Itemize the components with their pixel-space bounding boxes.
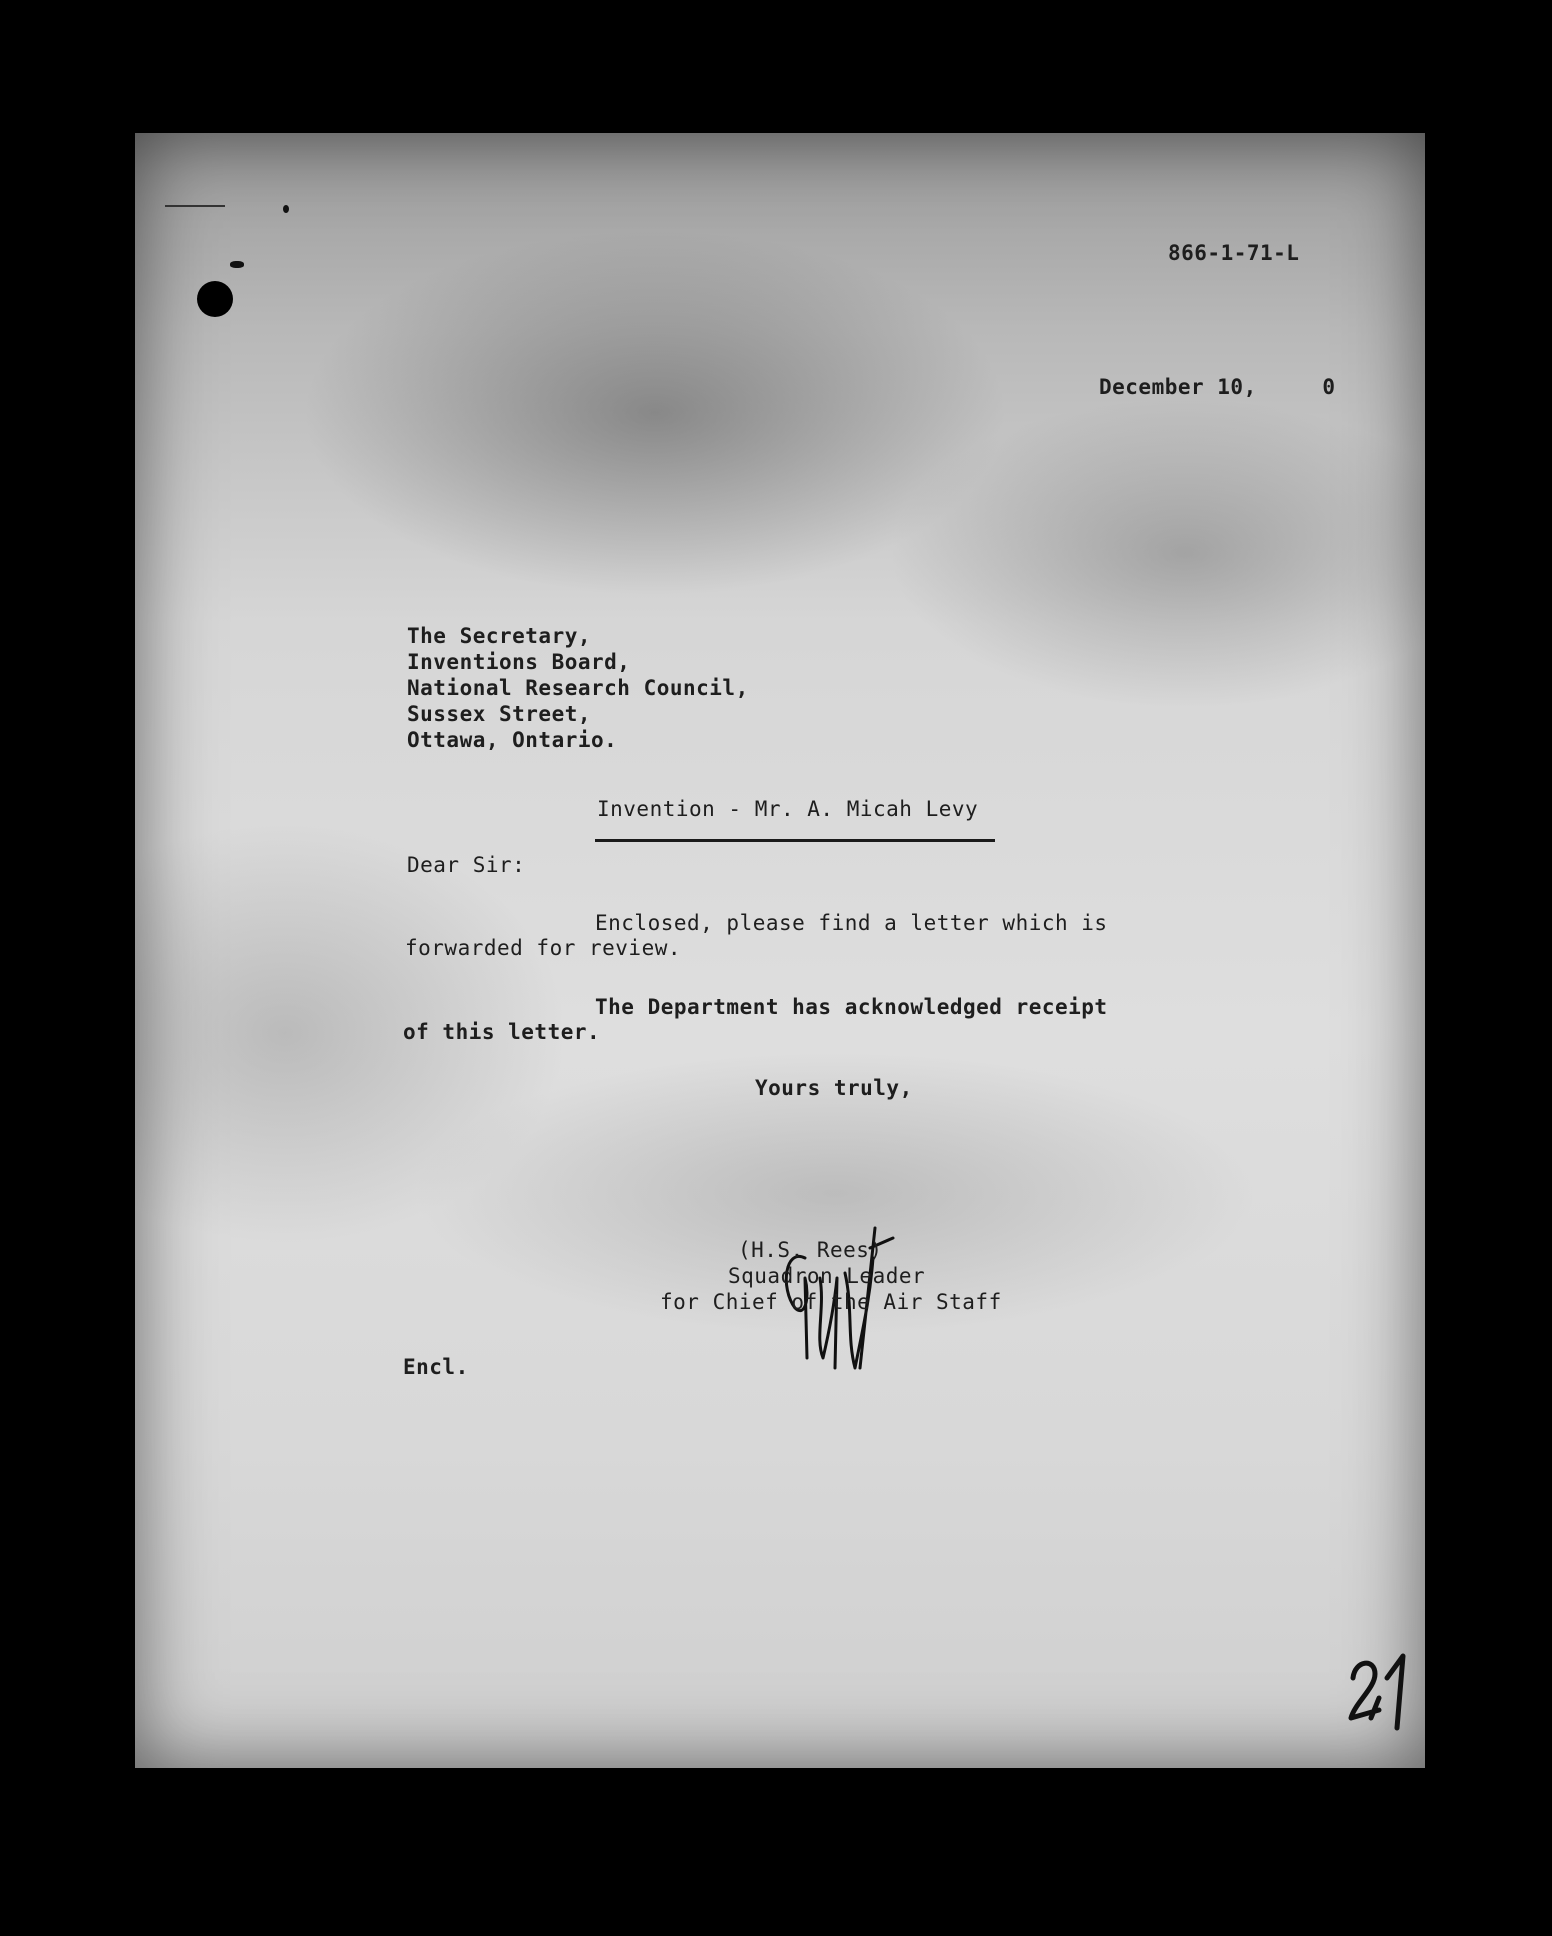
recipient-line: Inventions Board, xyxy=(407,650,631,674)
paragraph-line: Enclosed, please find a letter which is xyxy=(595,911,1108,935)
signer-on-behalf-of: for Chief of the Air Staff xyxy=(660,1290,1002,1314)
paragraph-line: The Department has acknowledged receipt xyxy=(595,995,1108,1019)
recipient-line: The Secretary, xyxy=(407,624,592,648)
subject-line: Invention - Mr. A. Micah Levy xyxy=(597,797,979,821)
paragraph-line: forwarded for review. xyxy=(405,936,682,960)
letter-page xyxy=(135,133,1425,1768)
salutation: Dear Sir: xyxy=(407,853,526,877)
paragraph-line: of this letter. xyxy=(403,1020,601,1044)
signer-name: (H.S. Rees) xyxy=(738,1238,883,1262)
file-reference: 866-1-71-L xyxy=(1168,241,1300,265)
ink-mark xyxy=(230,261,244,268)
recipient-line: National Research Council, xyxy=(407,676,749,700)
ink-mark xyxy=(283,205,289,213)
ink-mark xyxy=(165,205,225,207)
letter-date: December 10, 0 xyxy=(1099,375,1336,399)
closing: Yours truly, xyxy=(755,1076,913,1100)
handwritten-page-number xyxy=(1345,1648,1415,1738)
recipient-line: Sussex Street, xyxy=(407,702,592,726)
enclosure-note: Encl. xyxy=(403,1355,469,1379)
subject-underline xyxy=(595,839,995,842)
signer-title: Squadron Leader xyxy=(728,1264,926,1288)
punch-hole xyxy=(197,281,233,317)
recipient-line: Ottawa, Ontario. xyxy=(407,728,618,752)
recipient-address xyxy=(407,623,749,753)
